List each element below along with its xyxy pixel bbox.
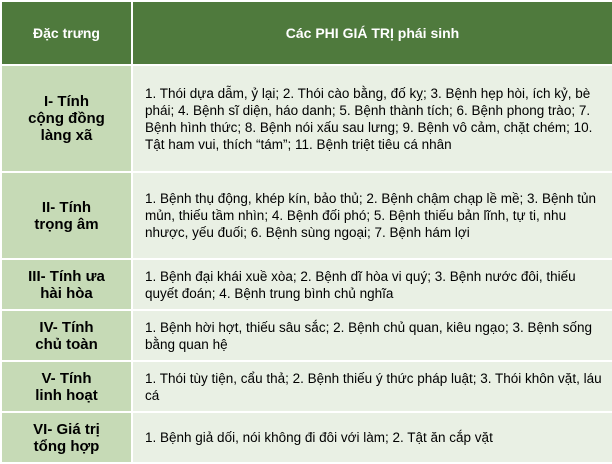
row-label-line: II- Tính: [41, 198, 92, 216]
row-description: 1. Thói tùy tiện, cẩu thả; 2. Bệnh thiếu ý thức pháp luật; 3. Thói khôn vặt, láu cá: [132, 361, 612, 412]
row-label-line: V- Tính: [41, 369, 92, 387]
row-label: [1, 259, 132, 310]
row-description: 1. Thói dựa dẫm, ỷ lại; 2. Thói cào bằng, đố kỵ; 3. Bệnh hẹp hòi, ích kỷ, bè phái; 4. Bệnh sĩ diện, háo danh; 5. Bệnh thành tích; 6. Bệnh phong trào; 7. Bệnh hình thức; 8. Bệnh nói xấu sau lưng; 9. Bệnh vô cảm, chặt chém; 10. Tật ham vui, thích “tám”; 11. Bệnh triệt tiêu cá nhân: [132, 65, 612, 172]
row-label-line: trọng âm: [34, 215, 99, 233]
table-row: [1, 361, 612, 412]
row-label-line: IV- Tính: [39, 318, 94, 336]
table-row: [1, 310, 612, 361]
row-label-line: cộng đồng: [28, 110, 105, 127]
row-label-line: III- Tính ưa: [28, 267, 105, 285]
row-description: 1. Bệnh giả dối, nói không đi đôi với làm; 2. Tật ăn cắp vặt: [132, 412, 612, 463]
row-label-line: chủ toàn: [35, 335, 98, 353]
header-row: [1, 1, 612, 65]
table-row: [1, 259, 612, 310]
row-label: [1, 412, 132, 463]
row-description: 1. Bệnh hời hợt, thiếu sâu sắc; 2. Bệnh chủ quan, kiêu ngạo; 3. Bệnh sống bằng quan hệ: [132, 310, 612, 361]
row-label-line: linh hoạt: [35, 386, 98, 404]
row-label: [1, 361, 132, 412]
header-derived-non-values: Các PHI GIÁ TRỊ phái sinh: [132, 1, 612, 65]
row-label-line: I- Tính: [44, 93, 89, 110]
row-label-line: tổng hợp: [33, 437, 100, 455]
row-label-line: VI- Giá trị: [33, 420, 100, 438]
row-description: 1. Bệnh thụ động, khép kín, bảo thủ; 2. Bệnh chậm chạp lề mề; 3. Bệnh tủn mủn, thiếu tầm nhìn; 4. Bệnh đối phó; 5. Bệnh thiếu bản lĩnh, tự ti, nhu nhược, yếu đuối; 6. Bệnh sùng ngoại; 7. Bệnh hám lợi: [132, 172, 612, 259]
header-characteristic: Đặc trưng: [1, 1, 132, 65]
table-row: [1, 412, 612, 463]
table-row: [1, 65, 612, 172]
row-label-line: hài hòa: [40, 284, 93, 302]
row-label: [1, 65, 132, 172]
row-label-line: làng xã: [40, 127, 93, 144]
row-label: [1, 172, 132, 259]
row-description: 1. Bệnh đại khái xuề xòa; 2. Bệnh dĩ hòa vi quý; 3. Bệnh nước đôi, thiếu quyết đoán; 4. Bệnh trung bình chủ nghĩa: [132, 259, 612, 310]
table-row: [1, 172, 612, 259]
row-label: [1, 310, 132, 361]
